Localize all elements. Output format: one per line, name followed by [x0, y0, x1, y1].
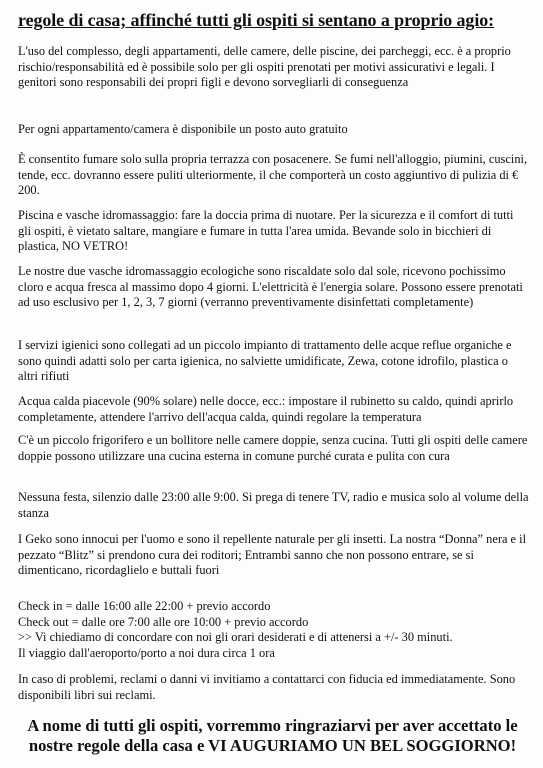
- closing-line: nostre regole della casa e VI AUGURIAMO UN BEL SOGGIORNO!: [28, 735, 517, 755]
- closing-line: A nome di tutti gli ospiti, vorremmo ringraziarvi per aver accettato le: [27, 716, 518, 735]
- paragraph-quiet-hours: [18, 490, 529, 521]
- paragraph-text: I Geko sono innocui per l'uomo e sono il repellente naturale per gli insetti. La nostra “Donna” nera e il pezzato “Blitz” si prendono cura dei roditori; Entrambi sanno che non possono entrare, se si dimenticano, ricordaglielo e buttali fuori: [18, 532, 527, 577]
- arrival-times-line: >> Vi chiediamo di concordare con noi gli orari desiderati e di attenersi a +/- 30 minuti.: [18, 630, 453, 644]
- page-title: regole di casa; affinché tutti gli ospiti si sentano a proprio agio:: [18, 10, 495, 30]
- paragraph-text: L'uso del complesso, degli appartamenti, delle camere, delle piscine, dei parcheggi, ecc. è a proprio rischio/responsabilità ed è possibile solo per gli ospiti prenotati per motivi assicurativi e legali. I genitori sono responsabili dei propri figli e devono sorvegliarli di conseguenza: [18, 44, 511, 89]
- paragraph-text: Le nostre due vasche idromassaggio ecologiche sono riscaldate solo dal sole, ricevono pochissimo cloro e acqua fresca al massimo dopo 4 giorni. L'elettricità è l'energia solare. Possono essere prenotati ad uso esclusivo per 1, 2, 3, 7 giorni (verranno preventivamente disinfettati completamente): [18, 264, 523, 309]
- paragraph-smoking: [18, 152, 529, 199]
- paragraph-text: È consentito fumare solo sulla propria terrazza con posacenere. Se fumi nell'alloggio, piumini, cuscini, tende, ecc. dovranno essere puliti ulteriormente, il che comporterà un costo aggiuntivo di pulizia di € 200.: [18, 152, 528, 197]
- paragraph-text: Nessuna festa, silenzio dalle 23:00 alle 9:00. Si prega di tenere TV, radio e musica solo al volume della stanza: [18, 490, 529, 520]
- paragraph-complaints: [18, 672, 529, 703]
- paragraph-text: C'è un piccolo frigorifero e un bollitore nelle camere doppie, senza cucina. Tutti gli ospiti delle camere doppie possono utilizzare una cucina esterna in comune purché curata e pulita con cura: [18, 433, 528, 463]
- paragraph-kitchen: [18, 433, 529, 464]
- paragraph-text: In caso di problemi, reclami o danni vi invitiamo a contattarci con fiducia ed immediatamente. Sono disponibili libri sui reclami.: [18, 672, 516, 702]
- paragraph-text: I servizi igienici sono collegati ad un piccolo impianto di trattamento delle acque reflue organiche e sono quindi adatti solo per carta igienica, no salviette umidificate, Zewa, cotone idrofilo, plastica o altri rifiuti: [18, 338, 512, 383]
- paragraph-pool: [18, 208, 529, 255]
- check-out-line: Check out = dalle ore 7:00 alle ore 10:00 + previo accordo: [18, 614, 309, 629]
- closing-message: [10, 716, 535, 755]
- paragraph-liability: [18, 44, 529, 91]
- paragraph-parking: [18, 122, 529, 138]
- paragraph-text: Acqua calda piacevole (90% solare) nelle docce, ecc.: impostare il rubinetto su caldo, quindi aprirlo completamente, attendere l'arrivo dell'acqua calda, quindi regolare la temperatura: [18, 394, 514, 424]
- check-in-line: Check in = dalle 16:00 alle 22:00 + previo accordo: [18, 599, 271, 613]
- paragraph-toilets: [18, 338, 529, 385]
- paragraph-hot-tubs: [18, 264, 529, 311]
- paragraph-text: Per ogni appartamento/camera è disponibile un posto auto gratuito: [18, 122, 348, 136]
- paragraph-check-in-out: [18, 599, 529, 661]
- paragraph-text: Piscina e vasche idromassaggio: fare la doccia prima di nuotare. Per la sicurezza e il comfort di tutti gli ospiti, è vietato saltare, mangiare e fumare in tutta l'area umida. Bevande solo in bicchieri di plastica, NO VETRO!: [18, 208, 514, 253]
- paragraph-hot-water: [18, 394, 529, 425]
- travel-time-line: Il viaggio dall'aeroporto/porto a noi dura circa 1 ora: [18, 645, 275, 660]
- paragraph-animals: [18, 532, 529, 579]
